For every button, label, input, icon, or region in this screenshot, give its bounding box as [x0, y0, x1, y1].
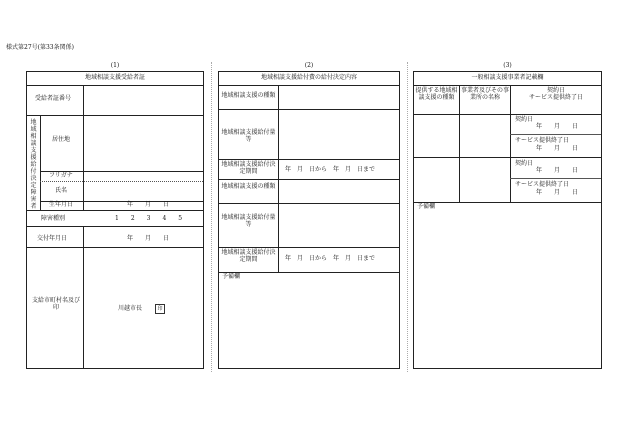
mayor-name: 川越市長 [118, 305, 143, 312]
panel-2-benefit-decision [218, 71, 400, 369]
panel-3-provider-record [413, 71, 602, 369]
panel-1-title: 地域相談支援受給者証 [84, 74, 145, 81]
furigana-label: フリガナ [49, 172, 73, 179]
fold-line [211, 62, 212, 372]
fold-line [407, 62, 408, 372]
service-type-label-1: 地域相談支援の種類 [221, 92, 276, 99]
official-seal: 印 [155, 304, 165, 314]
contract-date-label-1: 契約日 [515, 116, 534, 123]
contract-date-value-2: 年 月 日 [536, 167, 579, 174]
contract-date-label-2: 契約日 [515, 160, 534, 167]
panel-2-number: (2) [304, 62, 314, 69]
municipality-label: 支給市町村名及び印 [31, 297, 80, 311]
disability-type-options: 1 2 3 4 5 [115, 215, 183, 222]
decision-period-label-1: 地域相談支援給付決定期間 [221, 161, 276, 175]
birthdate-value: 年 月 日 [127, 201, 170, 208]
end-date-value-1: 年 月 日 [536, 145, 579, 152]
panel-3-notes-label: 予備欄 [417, 203, 436, 210]
beneficiary-side-label: 地域相談支援給付決定障害者 [30, 119, 37, 210]
birthdate-label: 生年月日 [49, 201, 74, 208]
contract-date-value-1: 年 月 日 [536, 123, 579, 130]
end-date-label-2: サービス提供終了日 [515, 181, 570, 188]
col-provider-name-header: 事業者及びその事業所の名称 [461, 87, 510, 101]
recipient-number-value [84, 85, 202, 115]
panel-1-number: (1) [110, 62, 120, 69]
name-label: 氏名 [55, 187, 68, 194]
panel-3-number: (3) [503, 62, 512, 69]
form-title: 様式第27号(第33条関係) [6, 44, 74, 51]
col-service-type-header: 提供する地域相談支援の種類 [415, 87, 458, 101]
service-type-label-2: 地域相談支援の種類 [221, 183, 276, 190]
recipient-number-label: 受給者証番号 [35, 95, 72, 102]
decision-period-label-2: 地域相談支援給付決定期間 [221, 249, 276, 263]
panel-1-recipient-card [26, 71, 204, 369]
panel-3-title: 一般相談支援事業者記載欄 [471, 74, 544, 81]
issue-date-value: 年 月 日 [127, 235, 170, 242]
decision-period-value-1: 年 月 日から 年 月 日まで [285, 166, 376, 173]
address-label: 居住地 [52, 136, 71, 143]
decision-period-value-2: 年 月 日から 年 月 日まで [285, 255, 376, 262]
col-dates-header: 契約日 サービス提供終了日 [528, 87, 583, 101]
panel-2-notes-label: 予備欄 [222, 273, 241, 280]
end-date-label-1: サービス提供終了日 [515, 137, 570, 144]
issue-date-label: 交付年月日 [37, 235, 68, 242]
benefit-amount-label-2: 地域相談支援給付量等 [221, 214, 276, 228]
end-date-value-2: 年 月 日 [536, 189, 579, 196]
panel-2-title: 地域相談支援給付費の給付決定内容 [260, 74, 357, 81]
benefit-amount-label-1: 地域相談支援給付量等 [221, 129, 276, 143]
disability-type-label: 障害種別 [41, 215, 66, 222]
